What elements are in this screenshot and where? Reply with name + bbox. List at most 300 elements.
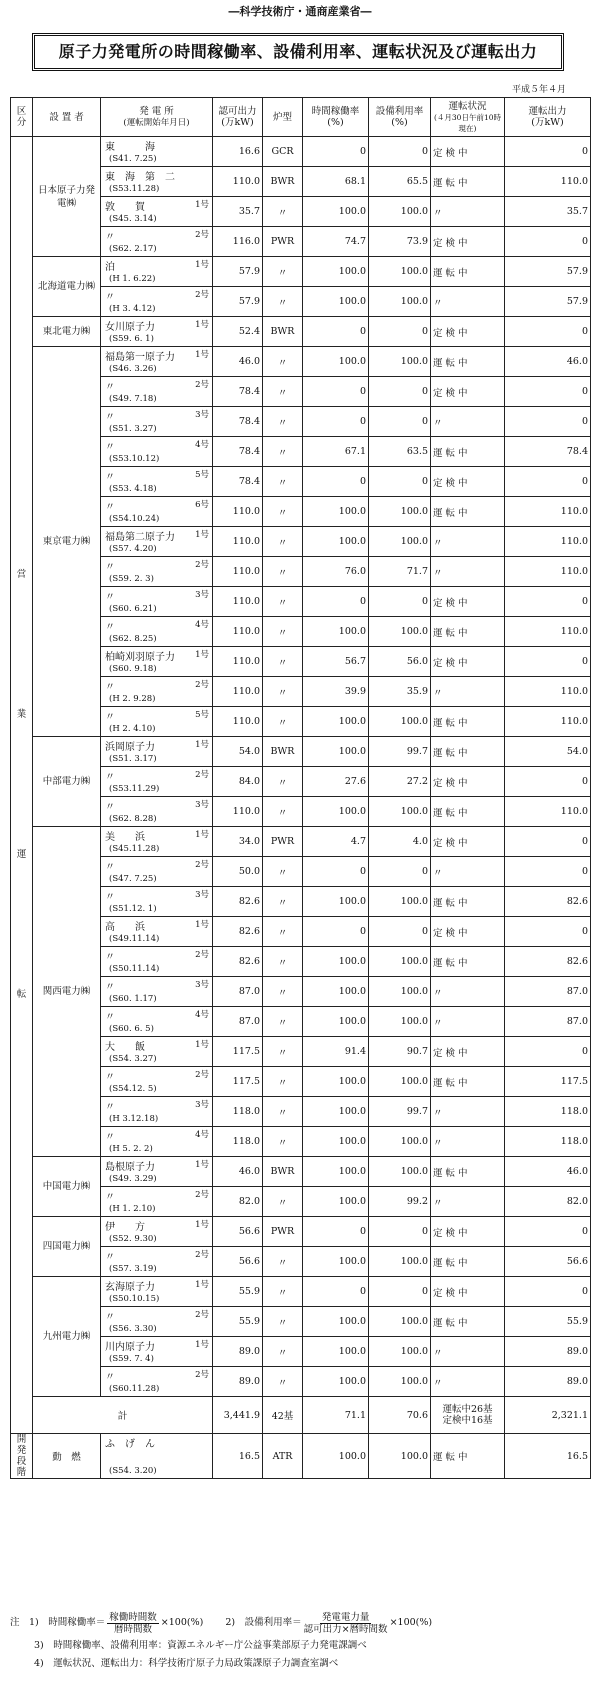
output-cell: 57.9 (505, 287, 591, 317)
plant-unit: 2号 (195, 560, 209, 570)
capacity-cell: 110.0 (213, 497, 263, 527)
plant-unit: 2号 (195, 380, 209, 390)
header-util (369, 98, 431, 137)
output-cell: 82.6 (505, 947, 591, 977)
plant-table (10, 97, 591, 1479)
hours-rate-cell: 0 (303, 1277, 369, 1307)
plant-unit: 5号 (195, 470, 209, 480)
table-row (11, 257, 591, 287)
plant-name: 島根原子力 (105, 1162, 155, 1173)
capacity-cell: 57.9 (213, 257, 263, 287)
owner-cell (33, 317, 101, 347)
util-rate-cell: 0 (369, 1217, 431, 1247)
reactor-type-cell: GCR (263, 137, 303, 167)
plant-cell (101, 737, 213, 767)
reactor-type-cell: 〃 (263, 557, 303, 587)
util-rate-cell: 99.7 (369, 737, 431, 767)
plant-unit: 1号 (195, 830, 209, 840)
dev-output: 16.5 (505, 1434, 591, 1479)
page-title: 原子力発電所の時間稼働率、設備利用率、運転状況及び運転出力 (32, 33, 564, 71)
reactor-type-cell: 〃 (263, 677, 303, 707)
dev-capacity: 16.5 (213, 1434, 263, 1479)
reactor-type-cell: BWR (263, 167, 303, 197)
capacity-cell: 82.6 (213, 887, 263, 917)
plant-start-date: (S49. 3.29) (109, 1174, 157, 1184)
table-row (11, 1217, 591, 1247)
total-hours-rate: 71.1 (303, 1397, 369, 1434)
owner-cell (33, 737, 101, 827)
reactor-type-cell: 〃 (263, 587, 303, 617)
table-body (11, 137, 591, 1479)
plant-cell (101, 197, 213, 227)
ministry-header: ―科学技術庁・通商産業省― (228, 5, 372, 18)
status-cell: 運 転 中 (431, 707, 505, 737)
plant-unit: 1号 (195, 920, 209, 930)
plant-start-date: (H 5. 2. 2) (109, 1144, 153, 1154)
plant-unit: 2号 (195, 860, 209, 870)
header-capacity-unit: (万kW) (221, 117, 254, 128)
plant-cell (101, 287, 213, 317)
plant-name: 浜岡原子力 (105, 742, 155, 753)
plant-name: 敦 賀 (105, 202, 145, 213)
kubun-dev: 開発段階 (11, 1434, 33, 1479)
output-cell: 0 (505, 1277, 591, 1307)
plant-cell (101, 557, 213, 587)
plant-name: 〃 (105, 292, 115, 303)
util-rate-cell: 0 (369, 467, 431, 497)
capacity-cell: 78.4 (213, 377, 263, 407)
util-rate-cell: 90.7 (369, 1037, 431, 1067)
status-cell: 〃 (431, 1127, 505, 1157)
plant-cell (101, 257, 213, 287)
reactor-type-cell: 〃 (263, 287, 303, 317)
plant-unit: 5号 (195, 710, 209, 720)
reactor-type-cell: 〃 (263, 1127, 303, 1157)
plant-unit: 1号 (195, 1280, 209, 1290)
output-cell: 0 (505, 377, 591, 407)
capacity-cell: 82.6 (213, 947, 263, 977)
status-cell: 〃 (431, 557, 505, 587)
reactor-type-cell: 〃 (263, 1187, 303, 1217)
status-cell: 運 転 中 (431, 1247, 505, 1277)
plant-start-date: (H 1. 2.10) (109, 1204, 156, 1214)
hours-rate-cell: 100.0 (303, 1007, 369, 1037)
plant-start-date: (S62. 8.25) (109, 634, 157, 644)
capacity-cell: 54.0 (213, 737, 263, 767)
header-hours-label: 時間稼働率 (311, 106, 360, 117)
capacity-cell: 16.6 (213, 137, 263, 167)
plant-start-date: (S60. 9.18) (109, 664, 157, 674)
util-rate-cell: 27.2 (369, 767, 431, 797)
hours-rate-cell: 0 (303, 317, 369, 347)
plant-cell (101, 1187, 213, 1217)
plant-name: 〃 (105, 1102, 115, 1113)
hours-rate-cell: 100.0 (303, 947, 369, 977)
plant-name: 〃 (105, 952, 115, 963)
hours-rate-cell: 100.0 (303, 1367, 369, 1397)
dev-status: 運 転 中 (431, 1434, 505, 1479)
capacity-cell: 52.4 (213, 317, 263, 347)
note2-denominator: 認可出力×暦時間数 (303, 1623, 388, 1635)
total-status-running: 運転中26基 (442, 1404, 493, 1415)
plant-cell (101, 137, 213, 167)
plant-start-date: (S59. 7. 4) (109, 1354, 154, 1364)
plant-start-date: (S52. 9.30) (109, 1234, 157, 1244)
capacity-cell: 34.0 (213, 827, 263, 857)
hours-rate-cell: 0 (303, 917, 369, 947)
capacity-cell: 118.0 (213, 1097, 263, 1127)
output-cell: 82.0 (505, 1187, 591, 1217)
status-cell: 〃 (431, 677, 505, 707)
plant-cell (101, 317, 213, 347)
plant-cell (101, 1337, 213, 1367)
reactor-type-cell: 〃 (263, 857, 303, 887)
plant-cell (101, 1037, 213, 1067)
util-rate-cell: 100.0 (369, 1127, 431, 1157)
capacity-cell: 56.6 (213, 1247, 263, 1277)
output-cell: 110.0 (505, 797, 591, 827)
plant-cell (101, 377, 213, 407)
plant-unit: 2号 (195, 1370, 209, 1380)
hours-rate-cell: 74.7 (303, 227, 369, 257)
plant-cell (101, 647, 213, 677)
util-rate-cell: 56.0 (369, 647, 431, 677)
header-capacity-label: 認可出力 (218, 106, 257, 117)
reactor-type-cell: 〃 (263, 977, 303, 1007)
status-cell: 運 転 中 (431, 497, 505, 527)
dev-owner: 動 燃 (33, 1434, 101, 1479)
status-cell: 〃 (431, 287, 505, 317)
util-rate-cell: 0 (369, 377, 431, 407)
status-cell: 〃 (431, 407, 505, 437)
plant-start-date: (H 2. 9.28) (109, 694, 156, 704)
plant-unit: 2号 (195, 1070, 209, 1080)
plant-cell (101, 857, 213, 887)
total-status (431, 1397, 505, 1434)
header-reactor: 炉型 (263, 98, 303, 137)
capacity-cell: 55.9 (213, 1307, 263, 1337)
plant-cell (101, 827, 213, 857)
plant-name: 泊 (105, 262, 115, 273)
hours-rate-cell: 100.0 (303, 497, 369, 527)
note3: 3) 時間稼働率、設備利用率：資源エネルギー庁公益事業部原子力発電課調べ (34, 1640, 367, 1651)
hours-rate-cell: 100.0 (303, 1337, 369, 1367)
hours-rate-cell: 0 (303, 467, 369, 497)
plant-cell (101, 437, 213, 467)
plant-name: 〃 (105, 892, 115, 903)
owner-cell (33, 1277, 101, 1397)
hours-rate-cell: 100.0 (303, 1247, 369, 1277)
status-cell: 定 検 中 (431, 1217, 505, 1247)
table-row (11, 737, 591, 767)
reactor-type-cell: 〃 (263, 1247, 303, 1277)
plant-start-date: (S54.12. 5) (109, 1084, 157, 1094)
hours-rate-cell: 4.7 (303, 827, 369, 857)
capacity-cell: 78.4 (213, 437, 263, 467)
plant-cell (101, 167, 213, 197)
plant-start-date: (S54. 3.27) (109, 1054, 157, 1064)
plant-unit: 2号 (195, 950, 209, 960)
table-row (11, 1157, 591, 1187)
util-rate-cell: 0 (369, 917, 431, 947)
plant-unit: 3号 (195, 590, 209, 600)
status-cell: 〃 (431, 1097, 505, 1127)
reactor-type-cell: 〃 (263, 1037, 303, 1067)
reactor-type-cell: BWR (263, 317, 303, 347)
plant-cell (101, 227, 213, 257)
note2-numerator: 発電電力量 (321, 1611, 370, 1623)
plant-unit: 1号 (195, 1220, 209, 1230)
plant-name: 〃 (105, 562, 115, 573)
reactor-type-cell: 〃 (263, 1307, 303, 1337)
reactor-type-cell: 〃 (263, 257, 303, 287)
output-cell: 46.0 (505, 347, 591, 377)
dev-plant-name: ふ げ ん (105, 1439, 155, 1450)
header-util-unit: (%) (391, 117, 408, 128)
capacity-cell: 117.5 (213, 1067, 263, 1097)
hours-rate-cell: 100.0 (303, 737, 369, 767)
hours-rate-cell: 67.1 (303, 437, 369, 467)
capacity-cell: 110.0 (213, 167, 263, 197)
status-cell: 定 検 中 (431, 1277, 505, 1307)
note2-suffix: ×100(%) (389, 1617, 433, 1628)
util-rate-cell: 63.5 (369, 437, 431, 467)
output-cell: 56.6 (505, 1247, 591, 1277)
total-label: 計 (33, 1397, 213, 1434)
output-cell: 110.0 (505, 557, 591, 587)
note1-fraction (107, 1612, 159, 1635)
reactor-type-cell: 〃 (263, 707, 303, 737)
output-cell: 0 (505, 647, 591, 677)
owner-cell (33, 827, 101, 1157)
header-status-label: 運転状況 (448, 100, 487, 112)
status-cell: 運 転 中 (431, 437, 505, 467)
reactor-type-cell: 〃 (263, 1337, 303, 1367)
status-cell: 定 検 中 (431, 827, 505, 857)
plant-cell (101, 767, 213, 797)
plant-name: 〃 (105, 682, 115, 693)
plant-unit: 4号 (195, 1130, 209, 1140)
util-rate-cell: 100.0 (369, 197, 431, 227)
plant-name: 高 浜 (105, 922, 145, 933)
plant-name: 〃 (105, 472, 115, 483)
output-cell: 110.0 (505, 497, 591, 527)
plant-name: 〃 (105, 622, 115, 633)
output-cell: 55.9 (505, 1307, 591, 1337)
reactor-type-cell: 〃 (263, 1367, 303, 1397)
plant-start-date: (H 2. 4.10) (109, 724, 156, 734)
plant-unit: 1号 (195, 200, 209, 210)
plant-start-date: (H 3. 4.12) (109, 304, 156, 314)
plant-unit: 1号 (195, 260, 209, 270)
reactor-type-cell: 〃 (263, 197, 303, 227)
header-output-unit: (万kW) (531, 117, 564, 128)
util-rate-cell: 73.9 (369, 227, 431, 257)
util-rate-cell: 100.0 (369, 947, 431, 977)
plant-unit: 2号 (195, 1250, 209, 1260)
capacity-cell: 35.7 (213, 197, 263, 227)
plant-start-date: (S50.10.15) (109, 1294, 160, 1304)
hours-rate-cell: 0 (303, 857, 369, 887)
status-cell: 運 転 中 (431, 167, 505, 197)
header-kubun: 区分 (11, 98, 33, 137)
reactor-type-cell: 〃 (263, 1097, 303, 1127)
output-cell: 110.0 (505, 707, 591, 737)
capacity-cell: 89.0 (213, 1367, 263, 1397)
status-cell: 運 転 中 (431, 887, 505, 917)
capacity-cell: 82.6 (213, 917, 263, 947)
plant-start-date: (S60. 1.17) (109, 994, 157, 1004)
plant-unit: 4号 (195, 620, 209, 630)
capacity-cell: 46.0 (213, 1157, 263, 1187)
plant-name: 川内原子力 (105, 1342, 155, 1353)
hours-rate-cell: 0 (303, 407, 369, 437)
plant-start-date: (S49.11.14) (109, 934, 160, 944)
status-cell: 定 検 中 (431, 917, 505, 947)
table-row (11, 827, 591, 857)
reactor-type-cell: 〃 (263, 767, 303, 797)
plant-cell (101, 467, 213, 497)
util-rate-cell: 100.0 (369, 287, 431, 317)
plant-name: 〃 (105, 1312, 115, 1323)
plant-name: 〃 (105, 802, 115, 813)
output-cell: 87.0 (505, 977, 591, 1007)
plant-name: 〃 (105, 1372, 115, 1383)
status-cell: 〃 (431, 197, 505, 227)
note1-denominator: 暦時間数 (114, 1623, 153, 1635)
capacity-cell: 46.0 (213, 347, 263, 377)
plant-unit: 2号 (195, 770, 209, 780)
header-owner: 設 置 者 (33, 98, 101, 137)
status-cell: 運 転 中 (431, 1307, 505, 1337)
plant-cell (101, 677, 213, 707)
util-rate-cell: 100.0 (369, 1367, 431, 1397)
plant-start-date: (H 3.12.18) (109, 1114, 159, 1124)
owner-name: 東北電力㈱ (42, 326, 91, 337)
plant-unit: 2号 (195, 1190, 209, 1200)
hours-rate-cell: 100.0 (303, 197, 369, 227)
plant-cell (101, 1127, 213, 1157)
util-rate-cell: 100.0 (369, 527, 431, 557)
output-cell: 0 (505, 767, 591, 797)
status-cell: 〃 (431, 977, 505, 1007)
dev-hours-rate: 100.0 (303, 1434, 369, 1479)
plant-start-date: (S60.11.28) (109, 1384, 160, 1394)
output-cell: 0 (505, 227, 591, 257)
plant-cell (101, 1157, 213, 1187)
plant-name: 〃 (105, 1192, 115, 1203)
output-cell: 89.0 (505, 1337, 591, 1367)
plant-start-date: (S53.11.29) (109, 784, 160, 794)
output-cell: 0 (505, 857, 591, 887)
capacity-cell: 78.4 (213, 467, 263, 497)
output-cell: 82.6 (505, 887, 591, 917)
plant-unit: 4号 (195, 1010, 209, 1020)
output-cell: 0 (505, 827, 591, 857)
owner-name: 四国電力㈱ (42, 1241, 91, 1252)
report-date: 平成５年４月 (511, 85, 566, 95)
plant-cell (101, 947, 213, 977)
plant-cell (101, 497, 213, 527)
dev-plant-cell (101, 1434, 213, 1479)
output-cell: 87.0 (505, 1007, 591, 1037)
note1-numerator: 稼働時間数 (109, 1611, 157, 1623)
status-cell: 〃 (431, 1337, 505, 1367)
util-rate-cell: 100.0 (369, 1337, 431, 1367)
plant-start-date: (S59. 2. 3) (109, 574, 154, 584)
owner-name: 関西電力㈱ (42, 986, 91, 997)
note1-prefix: 注 1) 時間稼働率＝ (10, 1617, 106, 1628)
status-cell: 定 検 中 (431, 1037, 505, 1067)
plant-start-date: (S53. 4.18) (109, 484, 157, 494)
capacity-cell: 56.6 (213, 1217, 263, 1247)
reactor-type-cell: 〃 (263, 467, 303, 497)
reactor-type-cell: 〃 (263, 1007, 303, 1037)
owner-name: 中部電力㈱ (42, 776, 91, 787)
plant-start-date: (S57. 3.19) (109, 1264, 157, 1274)
note1-suffix: ×100(%) (160, 1617, 204, 1628)
output-cell: 110.0 (505, 527, 591, 557)
hours-rate-cell: 100.0 (303, 1067, 369, 1097)
plant-cell (101, 1247, 213, 1277)
status-cell: 定 検 中 (431, 227, 505, 257)
hours-rate-cell: 0 (303, 587, 369, 617)
plant-name: 伊 方 (105, 1222, 145, 1233)
capacity-cell: 110.0 (213, 617, 263, 647)
output-cell: 118.0 (505, 1127, 591, 1157)
plant-unit: 1号 (195, 740, 209, 750)
reactor-type-cell: PWR (263, 827, 303, 857)
plant-name: 女川原子力 (105, 322, 155, 333)
plant-cell (101, 587, 213, 617)
reactor-type-cell: 〃 (263, 887, 303, 917)
plant-start-date: (S51. 3.17) (109, 754, 157, 764)
plant-start-date: (S45. 3.14) (109, 214, 157, 224)
hours-rate-cell: 76.0 (303, 557, 369, 587)
hours-rate-cell: 100.0 (303, 287, 369, 317)
plant-unit: 3号 (195, 980, 209, 990)
reactor-type-cell: 〃 (263, 437, 303, 467)
status-cell: 運 転 中 (431, 1067, 505, 1097)
total-util-rate: 70.6 (369, 1397, 431, 1434)
status-cell: 運 転 中 (431, 617, 505, 647)
table-row (11, 347, 591, 377)
hours-rate-cell: 100.0 (303, 347, 369, 377)
plant-cell (101, 1277, 213, 1307)
note2-prefix: 2) 設備利用率＝ (225, 1617, 302, 1628)
status-cell: 運 転 中 (431, 797, 505, 827)
status-cell: 〃 (431, 1007, 505, 1037)
hours-rate-cell: 56.7 (303, 647, 369, 677)
plant-cell (101, 527, 213, 557)
owner-cell (33, 257, 101, 317)
hours-rate-cell: 100.0 (303, 707, 369, 737)
plant-cell (101, 347, 213, 377)
status-cell: 運 転 中 (431, 1157, 505, 1187)
util-rate-cell: 65.5 (369, 167, 431, 197)
owner-cell (33, 347, 101, 737)
plant-start-date: (S56. 3.30) (109, 1324, 157, 1334)
plant-cell (101, 887, 213, 917)
reactor-type-cell: 〃 (263, 617, 303, 647)
plant-cell (101, 1007, 213, 1037)
reactor-type-cell: 〃 (263, 377, 303, 407)
owner-name: 日本原子力発電㈱ (37, 184, 95, 209)
util-rate-cell: 4.0 (369, 827, 431, 857)
plant-name: 〃 (105, 412, 115, 423)
plant-name: 〃 (105, 712, 115, 723)
output-cell: 0 (505, 137, 591, 167)
